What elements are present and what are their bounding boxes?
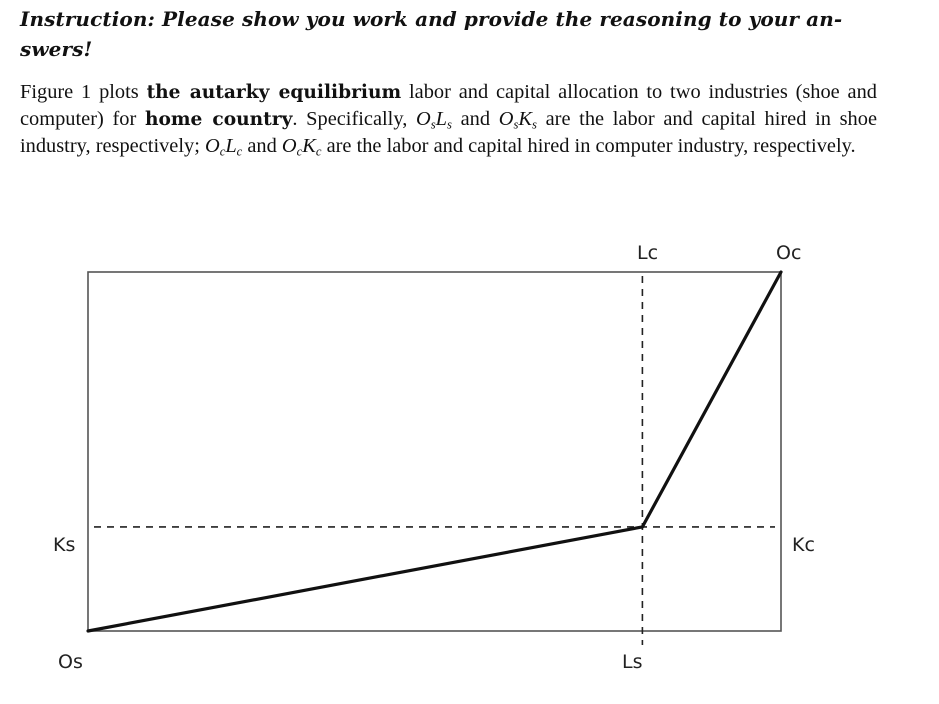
math-letter: O — [204, 135, 220, 157]
math-subscript: s — [532, 117, 537, 132]
text-segment: and — [451, 108, 499, 130]
path-segment-shoe — [88, 527, 642, 631]
text-segment: labor and capital allocation to two industries (shoe and computer) for — [20, 81, 877, 130]
math-subscript: s — [447, 117, 452, 132]
bold-term: the autarky equilibrium — [146, 82, 402, 103]
math-subscript: s — [430, 117, 436, 132]
math-letter: O — [416, 108, 431, 130]
text-segment: are the labor and capital hired in computer industry, respectively. — [321, 135, 856, 157]
path-segment-computer — [642, 272, 781, 527]
text-segment: and — [242, 135, 282, 157]
label-kc: Kc — [792, 534, 815, 556]
math-letter: K — [302, 135, 316, 157]
box-frame — [88, 272, 781, 631]
label-ks: Ks — [53, 534, 76, 556]
label-os: Os — [58, 651, 83, 673]
label-lc: Lc — [637, 242, 659, 264]
math-letter: L — [435, 108, 447, 130]
math-subscript: s — [513, 117, 519, 132]
math-letter: K — [518, 108, 532, 130]
math-subscript: c — [219, 144, 226, 159]
label-oc: Oc — [776, 242, 802, 264]
math-letter: O — [281, 135, 297, 157]
label-ls: Ls — [622, 651, 643, 673]
math-subscript: c — [296, 144, 303, 159]
math-letter: O — [498, 108, 514, 130]
text-segment: . Specifically, — [292, 108, 416, 130]
instruction-text: Instruction: Please show you work and provide the reasoning to your an- swers! — [20, 7, 843, 61]
text-segment: are the labor and capital hired in shoe industry, respectively; — [20, 108, 877, 157]
math-subscript: c — [315, 144, 322, 159]
math-letter: L — [225, 135, 237, 157]
text-segment: Figure 1 plots — [20, 81, 147, 103]
bold-term: home country — [144, 109, 293, 130]
math-subscript: c — [236, 144, 243, 159]
